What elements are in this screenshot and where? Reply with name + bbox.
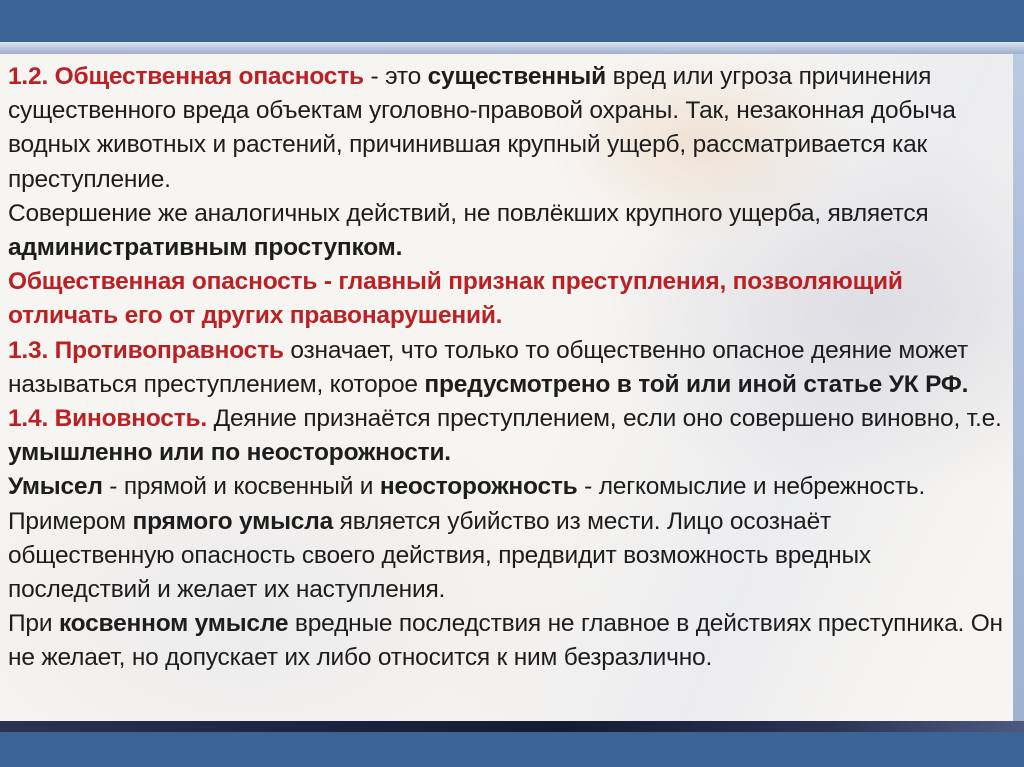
text-run: вредные последствия не главное в действиях преступника. Он не желает, но допускает их либо относится к ним безразлично. <box>8 610 1003 672</box>
paragraph <box>8 334 1003 402</box>
text-run: Совершение же аналогичных действий, не повлёкших крупного ущерба, является <box>8 199 929 227</box>
paragraph <box>8 265 1003 333</box>
text-run: косвенном умысле <box>58 610 289 638</box>
text-run: 1.2. Общественная опасность <box>8 63 364 90</box>
bottom-blue-bar <box>0 732 1024 767</box>
paragraph <box>8 197 1003 265</box>
bottom-divider-strip <box>0 721 1024 732</box>
text-run: - легкомыслие и небрежность. <box>577 473 926 501</box>
slide-text-block <box>0 54 1013 721</box>
text-run: При <box>8 610 59 638</box>
text-run: является убийство из мести. Лицо осознаёт общественную опасность своего действия, предвидит возможность вредных последствий и желает их наступления. <box>8 507 871 604</box>
text-run: неосторожность <box>379 473 578 501</box>
text-run: административным проступком. <box>8 234 403 262</box>
text-run: вред или угроза причинения существенного вреда объектам уголовно-правовой охраны. Так, незаконная добыча водных животных и растений, причинившая крупный ущерб, рассматривается как преступление. <box>8 63 956 193</box>
paragraph <box>8 402 1003 470</box>
paragraph <box>8 505 1003 608</box>
paragraph <box>8 60 1003 197</box>
text-run: существенный <box>427 63 607 90</box>
paragraph <box>8 607 1003 675</box>
text-run: - прямой и косвенный и <box>102 473 380 501</box>
text-run: 1.3. Противоправность <box>8 336 284 364</box>
text-run: - это <box>363 63 428 90</box>
text-run: Умысел <box>8 473 103 501</box>
paragraph <box>8 470 1003 504</box>
text-run: Деяние признаётся преступлением, если оно совершено виновно, т.е. <box>207 405 1002 433</box>
text-run: предусмотрено в той или иной статье УК РФ. <box>424 370 969 398</box>
right-background-strip <box>1013 54 1024 721</box>
top-divider-strip <box>0 42 1024 54</box>
top-blue-bar <box>0 0 1024 42</box>
text-run: Примером <box>8 507 133 535</box>
text-run: 1.4. Виновность. <box>8 405 207 433</box>
text-run: умышленно или по неосторожности. <box>8 439 451 467</box>
text-run: означает, что только то общественно опасное деяние может называться преступлением, которое <box>8 336 969 398</box>
text-run: прямого умысла <box>132 507 334 535</box>
text-run: Общественная опасность - главный признак преступления, позволяющий отличать его от других правонарушений. <box>8 268 903 330</box>
